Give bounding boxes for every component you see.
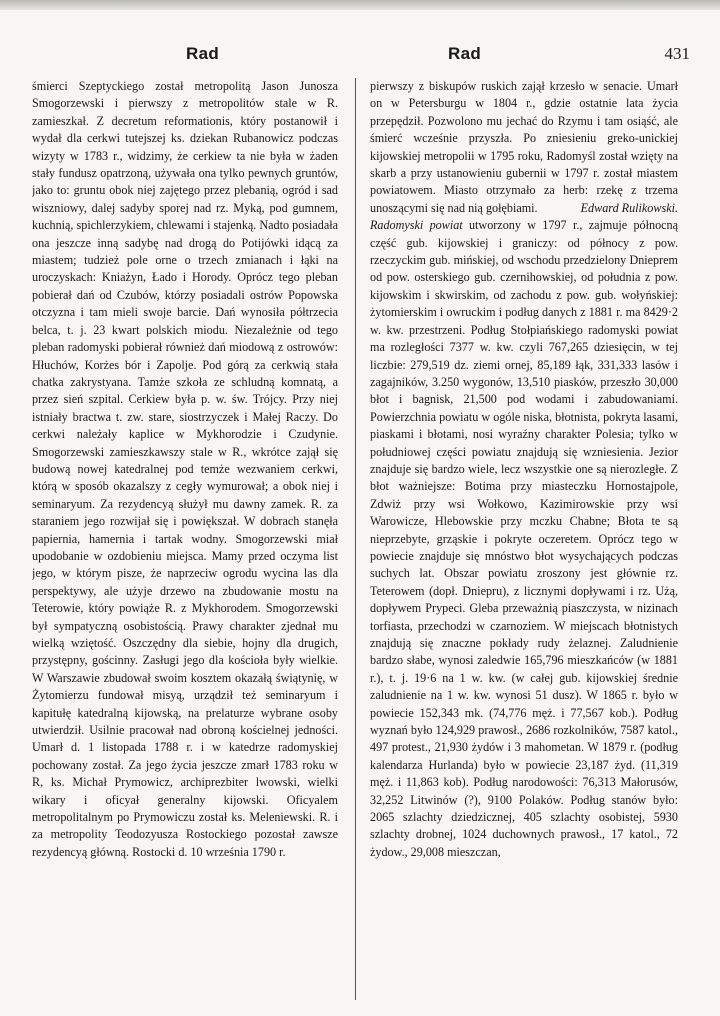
right-paragraph-history bbox=[370, 78, 678, 217]
right-paragraph-district bbox=[370, 217, 678, 861]
text-columns bbox=[28, 78, 708, 1000]
page-header bbox=[34, 44, 690, 68]
scan-edge bbox=[0, 0, 720, 10]
right-column bbox=[370, 78, 678, 1000]
history-text: pierwszy z biskupów ruskich zajął krzesło w senacie. Umarł on w Petersburgu w 1804 r., gdzie ostatnie lata życia przepędził. Pozwolono mu jechać do Rzymu i tam osiąść, ale śmierć wcześnie przyszła. Po zniesieniu greko-unickiej kijowskiej metropolii w 1795 roku, Radomyśl został wzięty na skarb a przy ustanowieniu gubernii w 1797 r. został miastem powiatowem. Miasto otrzymało za herb: rzekę z trzema unoszącymi się nad nią gołębiami. bbox=[370, 79, 678, 215]
left-column bbox=[32, 78, 338, 1000]
column-divider bbox=[355, 78, 356, 1000]
page-number: 431 bbox=[664, 44, 690, 63]
district-text: utworzony w 1797 r., zajmuje północną część gub. kijowskiej i graniczy: od północy z pow. rzeczyckim gub. mińskiej, od wschodu przedzielony Dnieprem od pow. osterskiego gub. czernihowskiej, od południa z pow. kijowskim i skwirskim, od zachodu z pow. gub. wołyńskiej: żytomierskim i owruckim i podług danych z 1881 r. ma 8429·2 w. kw. przestrzeni. Podług Stołpiańskiego radomyski powiat ma rozległości 7377 w. kw. czyli 767,265 dziesięcin, w tej liczbie: 279,519 dz. ziemi ornej, 85,189 łąk, 331,333 lasów i zagajników, 3.250 wygonów, 13,510 piasków, przeszło 30,000 błot i bagnisk, 21,500 pod wodami i zabudowaniami. Powierzchnia powiatu w ogóle niska, błotnista, pokryta lasami, piaskami i błotami, nosi wyraźny charakter Polesia; tylko w południowej części powiatu znajdują się wzniesienia. Jezior znajduje się bardzo wiele, lecz wszystkie one są nierozległe. Z błot ważniejsze: Botima przy miasteczku Hornostajpole, Zdwiż przy wsi Wołkowo, Kazimirowskie przy wsi Warowicze, Hlebowskie przy mczku Chabne; Błota te są nieprzebyte, grząskie i pokryte oczeretem. Oprócz tego w powiecie znajduje się mnóstwo błot wysychających podczas suchych lat. Obszar powiatu zroszony jest głównie rz. Teterowem (dopł. Dniepru), z licznymi dopływami i rz. Użą, dopływem Prypeci. Gleba przeważnią piaszczysta, w nizinach torfiasta, przechodzi w czarnoziem. W miejscach błotnistych znajdują się znaczne pokłady rudy żelaznej. Zaludnienie bardzo słabe, wynosi zaledwie 165,796 mieszkańców (w 1881 r.), t. j. 19·6 na 1 w. kw. (w całej gub. kijowskiej średnie zaludnienie na 1 w. kw. wynosi 51 dusz). W 1865 r. było w powiecie 152,343 mk. (74,776 męż. i 77,567 kob.). Podług wyznań było 124,929 prawosł., 2686 rozkolników, 7587 katol., 497 protest., 21,930 żydów i 3 mahometan. W 1879 r. (podług kalendarza Hurlanda) było w powiecie 23,187 żyd. (11,319 męż. i 11,863 kob). Podług narodowości: 76,313 Małorusów, 32,252 Litwinów (?), 9100 Polaków. Podług stanów było: 2065 szlachty dziedzicznej, 405 szlachty osobistej, 5930 szlachty drobnej, 1024 duchownych prawosł., 17 katol., 72 żydow., 29,008 mieszczan, bbox=[370, 218, 678, 859]
author-signature: Edward Rulikowski. bbox=[580, 200, 678, 215]
district-heading: Radomyski powiat bbox=[370, 218, 463, 233]
running-title-left: Rad bbox=[186, 44, 220, 63]
running-title-right: Rad bbox=[448, 44, 482, 63]
left-column-text: śmierci Szeptyckiego został metropolitą Jason Junosza Smogorzewski i pierwszy z metropolitów stale w R. zamieszkał. Z decretum reformationis, który postanowił i wydał dla cerkwi tutejszej ks. dziekan Rubanowicz podczas wizyty w 1783 r., widzimy, że cerkiew ta nie była w żaden stały fundusz opatrzoną, używała ona tylko pewnych gruntów, jako to: gruntu obok niej zajętego przez plebanią, ogród i sad wiszniowy, dalej sadyby sporej nad rz. Myką, pod gumnem, kuchnią, spichlerzykiem, chlewami i stajenką. Nadto posiadała ona jeszcze inną sadybę nad drogą do Potijówki idącą za miastem; tudzież pole orne o trzech zmianach i łąki na uroczyskach: Kniażyn, Łado i Horody. Oprócz tego pleban pobierał dań od Czubów, którzy posiadali ostrów Popowska otczyzna i tam mieli swoje barcie. Dań wynosiła półtrzecia belca, t. j. 23 kwart polskich miodu. Niezależnie od tego pleban radomyski pobierał również dań miodową z ostrowów: Hłuchów, Korżes bór i Zapolje. Pod górą za cerkwią stała chatka zakrystyana. Tamże szkoła ze schludną komnatą, a przez sień szpital. Cerkiew była p. w. św. Trójcy. Przy niej istniały bractwa t. zw. stare, siostrzyczek i Małej Raczy. Do cerkwi należały kaplice w Mykhorodzie i Czudynie. Smogorzewski zamieszkawszy stale w R., wkrótce zajął się budową nowej katedralnej pod temże wezwaniem cerkwi, którą w sposób okazalszy z cegły wymurował; a obok niej i seminaryum. Za rezydencyą służył mu dawny zamek. R. za staraniem jego rozwijał się i powiększał. W dobrach stanęła papiernia, hamernia i tartak wodny. Smogorzewski miał upodobanie w ozdobieniu miejsca. Mamy przed oczyma list jego, w którym pisze, że naprzeciw ogrodu wycina las dla perspektywy, ale użyje drzewo na zbudowanie mostu na Teterowie, który powiąże R. z Mykhorodem. Smogorzewski był sympatyczną osobistością. Prawy charakter zjednał mu wielką wziętość. Oszczędny dla siebie, hojny dla drugich, przystępny, gościnny. Zasługi jego dla kościoła były wielkie. W Warszawie zbudował swoim kosztem okazałą świątynię, w Żytomierzu fundował misyą, urządził też seminaryum i kapitułę katedralną kijowską, na prelaturze wybrane osoby utwierdził. Usilnie pracował nad obroną kościelnej jedności. Umarł d. 1 listopada 1788 r. i w katedrze radomyskiej pochowany został. Za jego życia jeszcze zmarł 1783 roku w R, ks. Michał Prymowicz, archiprezbiter lwowski, wielki wikary i oficyał generalny kijowski. Oficyalem metropolitalnym po Prymowiczu został ks. Meleniewski. R. i za metropolity Teodozyusza Rostockiego pozostał zawsze rezydencyą główną. Rostocki d. 10 września 1790 r. bbox=[32, 79, 338, 859]
